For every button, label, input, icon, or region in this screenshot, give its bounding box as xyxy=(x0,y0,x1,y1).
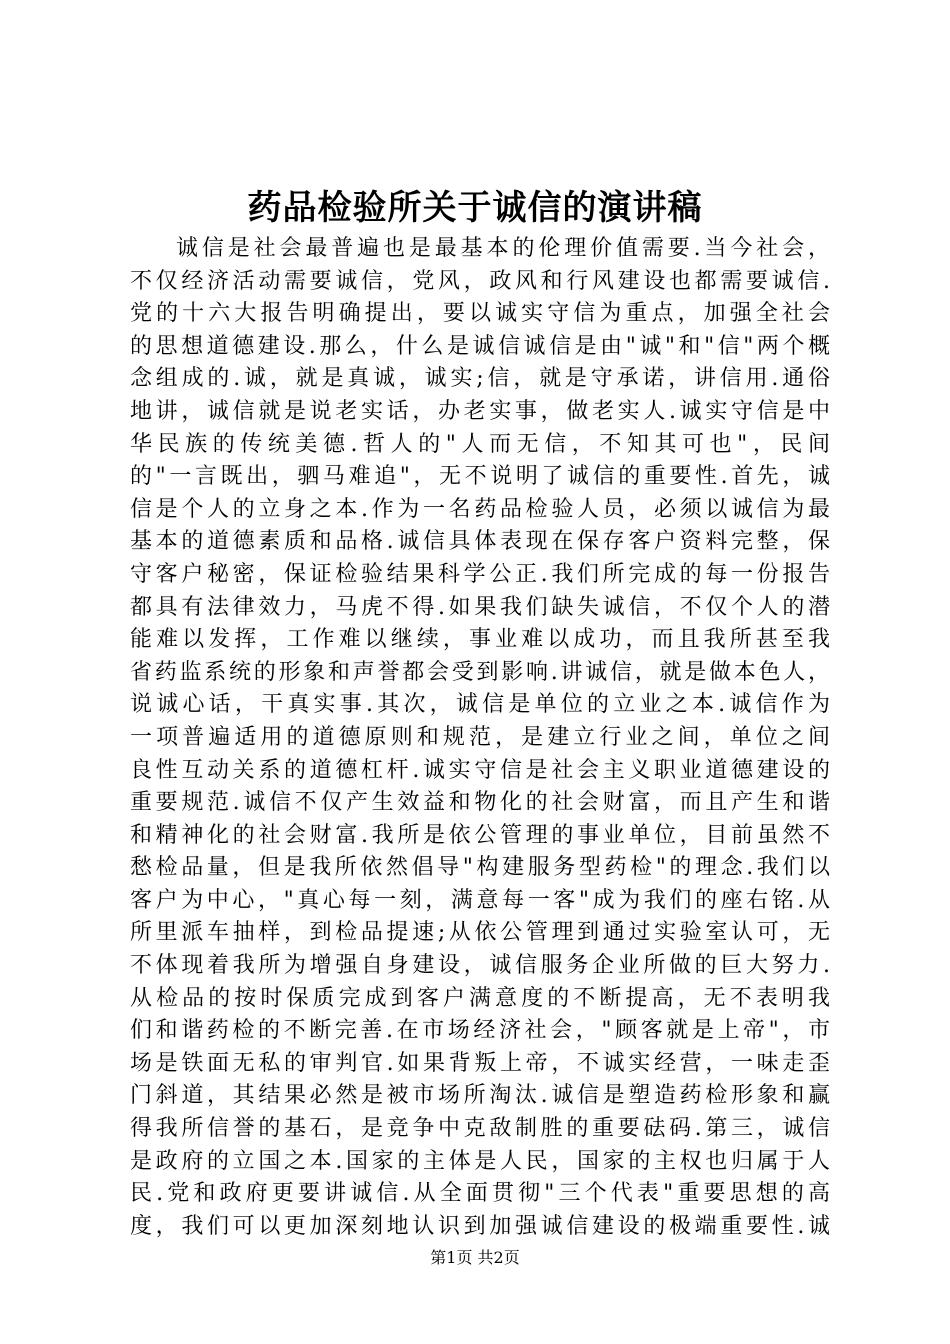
document-body xyxy=(130,233,830,1243)
body-line: 不体现着我所为增强自身建设，诚信服务企业所做的巨大努力. xyxy=(130,953,830,979)
body-line: 度，我们可以更加深刻地认识到加强诚信建设的极端重要性.诚 xyxy=(130,1213,830,1239)
body-line: 良性互动关系的道德杠杆.诚实守信是社会主义职业道德建设的 xyxy=(130,757,830,783)
body-line: 基本的道德素质和品格.诚信具体表现在保存客户资料完整，保 xyxy=(130,529,830,555)
body-line: 是政府的立国之本.国家的主体是人民，国家的主权也归属于人 xyxy=(130,1148,830,1174)
body-line: 重要规范.诚信不仅产生效益和物化的社会财富，而且产生和谐 xyxy=(130,790,830,816)
body-line: 能难以发挥，工作难以继续，事业难以成功，而且我所甚至我 xyxy=(130,627,830,653)
body-line: 们和谐药检的不断完善.在市场经济社会，"顾客就是上帝"，市 xyxy=(130,1018,830,1044)
body-line: 说诚心话，干真实事.其次，诚信是单位的立业之本.诚信作为 xyxy=(130,692,830,718)
body-line: 民.党和政府更要讲诚信.从全面贯彻"三个代表"重要思想的高 xyxy=(130,1181,830,1207)
body-line: 得我所信誉的基石，是竞争中克敌制胜的重要砝码.第三，诚信 xyxy=(130,1116,830,1142)
body-line: 愁检品量，但是我所依然倡导"构建服务型药检"的理念.我们以 xyxy=(130,855,830,881)
page-footer: 第1页 共2页 xyxy=(430,1248,520,1267)
body-line: 党的十六大报告明确提出，要以诚实守信为重点，加强全社会 xyxy=(130,301,830,327)
body-line: 不仅经济活动需要诚信，党风，政风和行风建设也都需要诚信. xyxy=(130,268,830,294)
body-line: 的"一言既出，驷马难追"，无不说明了诚信的重要性.首先，诚 xyxy=(130,464,830,490)
body-line: 诚信是社会最普遍也是最基本的伦理价值需要.当今社会， xyxy=(176,236,830,261)
body-line: 都具有法律效力，马虎不得.如果我们缺失诚信，不仅个人的潜 xyxy=(130,594,830,620)
body-line: 场是铁面无私的审判官.如果背叛上帝，不诚实经营，一味走歪 xyxy=(130,1050,830,1076)
body-line: 华民族的传统美德.哲人的"人而无信，不知其可也"，民间 xyxy=(130,431,830,457)
body-line: 信是个人的立身之本.作为一名药品检验人员，必须以诚信为最 xyxy=(130,496,830,522)
body-line: 地讲，诚信就是说老实话，办老实事，做老实人.诚实守信是中 xyxy=(130,398,830,424)
body-line: 门斜道，其结果必然是被市场所淘汰.诚信是塑造药检形象和赢 xyxy=(130,1083,830,1109)
body-line: 省药监系统的形象和声誉都会受到影响.讲诚信，就是做本色人， xyxy=(130,659,830,685)
body-line: 念组成的.诚，就是真诚，诚实;信，就是守承诺，讲信用.通俗 xyxy=(130,366,830,392)
body-line: 所里派车抽样，到检品提速;从依公管理到通过实验室认可，无 xyxy=(130,920,830,946)
body-line: 守客户秘密，保证检验结果科学公正.我们所完成的每一份报告 xyxy=(130,561,830,587)
body-line: 和精神化的社会财富.我所是依公管理的事业单位，目前虽然不 xyxy=(130,822,830,848)
body-line: 一项普遍适用的道德原则和规范，是建立行业之间，单位之间 xyxy=(130,724,830,750)
body-line: 客户为中心，"真心每一刻，满意每一客"成为我们的座右铭.从 xyxy=(130,887,830,913)
body-line: 的思想道德建设.那么，什么是诚信诚信是由"诚"和"信"两个概 xyxy=(130,333,830,359)
body-line: 从检品的按时保质完成到客户满意度的不断提高，无不表明我 xyxy=(130,985,830,1011)
document-title: 药品检验所关于诚信的演讲稿 xyxy=(247,188,703,228)
